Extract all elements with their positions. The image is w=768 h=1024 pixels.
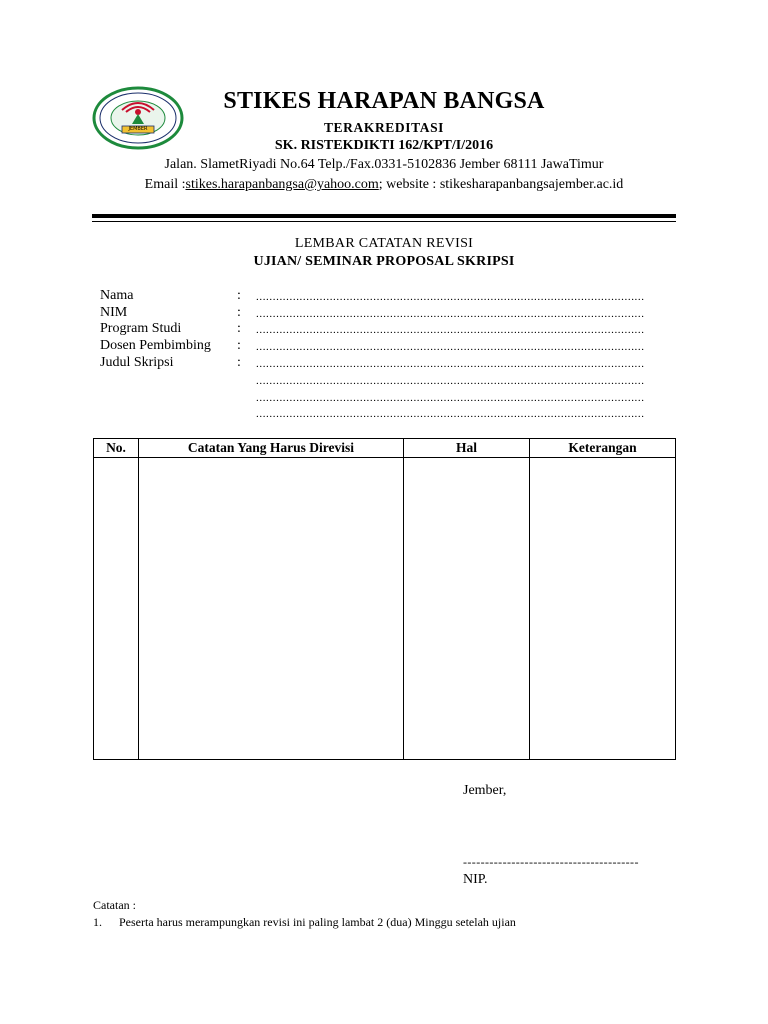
document-subtitle: UJIAN/ SEMINAR PROPOSAL SKRIPSI <box>253 254 515 269</box>
field-blank-dosen-pembimbing: .................................................................................................................... <box>256 341 645 353</box>
email-label: Email : <box>144 177 186 192</box>
website-text: ; website : stikesharapanbangsajember.ac.id <box>378 177 624 192</box>
table-cell-no <box>94 458 139 760</box>
contact-line <box>0 177 768 193</box>
field-label-judul-skripsi: Judul Skripsi <box>100 355 174 370</box>
column-header-keterangan: Keterangan <box>530 439 676 458</box>
address-line: Jalan. SlametRiyadi No.64 Telp./Fax.0331-5102836 Jember 68111 JawaTimur <box>164 157 604 172</box>
table-cell-hal <box>404 458 530 760</box>
signature-line: ---------------------------------------- <box>463 855 639 869</box>
note-number: 1. <box>93 915 102 929</box>
signature-place: Jember, <box>463 783 507 798</box>
document-title: LEMBAR CATATAN REVISI <box>294 236 474 251</box>
notes-heading: Catatan : <box>93 898 136 912</box>
table-row <box>94 458 676 760</box>
field-label-nama: Nama <box>100 288 134 303</box>
column-header-hal: Hal <box>404 439 530 458</box>
field-label-program-studi: Program Studi <box>100 321 182 336</box>
signature-nip: NIP. <box>463 872 488 887</box>
field-label-dosen-pembimbing: Dosen Pembimbing <box>100 338 211 353</box>
field-colon: : <box>237 321 241 336</box>
field-blank-judul-skripsi-4: .................................................................................................................... <box>256 408 645 420</box>
field-colon: : <box>237 355 241 370</box>
column-header-catatan: Catatan Yang Harus Direvisi <box>139 439 404 458</box>
institution-name: STIKES HARAPAN BANGSA <box>223 88 545 114</box>
decree-number: SK. RISTEKDIKTI 162/KPT/I/2016 <box>274 138 494 153</box>
email-link[interactable]: stikes.harapanbangsa@yahoo.com <box>185 177 379 192</box>
field-colon: : <box>237 305 241 320</box>
field-blank-nim: .................................................................................................................... <box>256 308 645 320</box>
table-cell-catatan <box>139 458 404 760</box>
header-divider-thick <box>92 214 676 218</box>
header-divider-thin <box>92 221 676 222</box>
accreditation-status: TERAKREDITASI <box>323 120 445 135</box>
field-blank-judul-skripsi-3: .................................................................................................................... <box>256 392 645 404</box>
field-blank-judul-skripsi-2: .................................................................................................................... <box>256 375 645 387</box>
field-colon: : <box>237 338 241 353</box>
field-blank-program-studi: .................................................................................................................... <box>256 324 645 336</box>
table-cell-keterangan <box>530 458 676 760</box>
field-colon: : <box>237 288 241 303</box>
note-text: Peserta harus merampungkan revisi ini paling lambat 2 (dua) Minggu setelah ujian <box>119 915 516 929</box>
column-header-no: No. <box>94 439 139 458</box>
field-label-nim: NIM <box>100 305 128 320</box>
field-blank-judul-skripsi: .................................................................................................................... <box>256 358 645 370</box>
revision-table <box>93 438 676 760</box>
field-blank-nama: .................................................................................................................... <box>256 291 645 303</box>
table-header-row <box>94 439 676 458</box>
logo-ribbon-text: JEMBER <box>128 126 148 132</box>
